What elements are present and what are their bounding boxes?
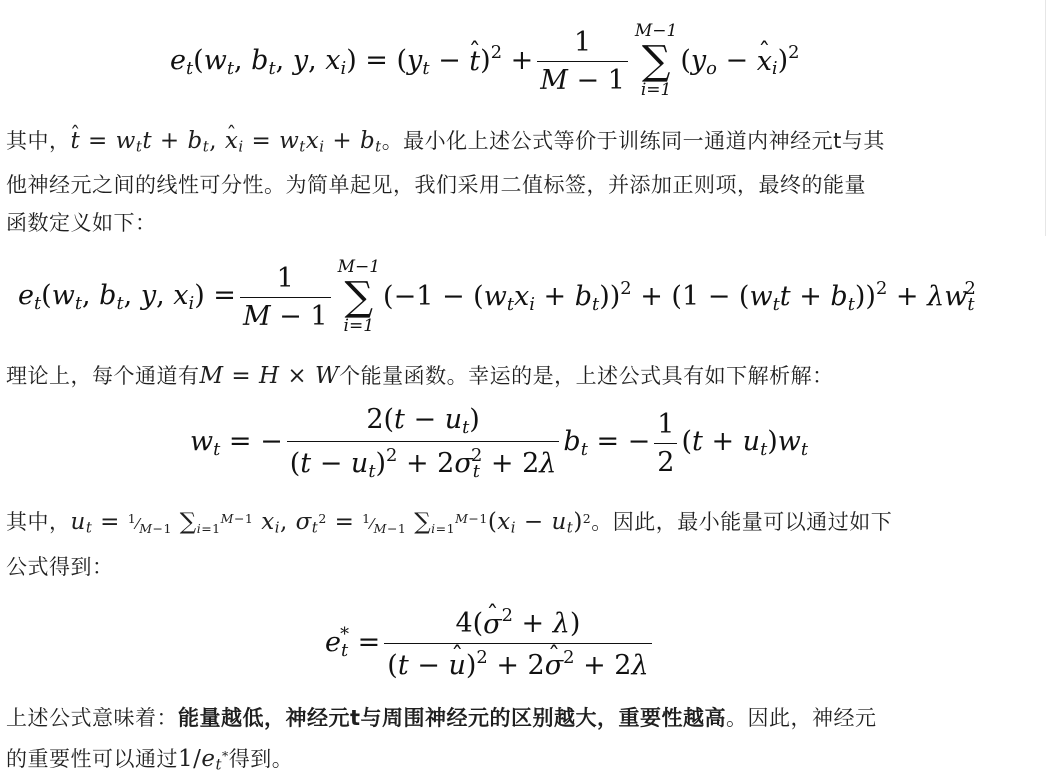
equation-2: $e_t(w_t$, $b_t$, y, $x_i$) = $\frac{1}{M - 1}$ M−1 ∑ i=1 $(-1 - (w_tx_i + b_t))^2 + (1 - (w_tt + b_t))^2 + \lambda w_t^2$: [18, 257, 976, 336]
equation-1: $e_t(w_t$, $b_t$, y, $x_i) = (y_t$ − ˆ t)$^2$ + $\frac{1}{M - 1}$ M−1 ∑ i=1 ($y_o$ − ˆ $x_i)^2$: [170, 16, 800, 106]
emphasis-text: 能量越低，神经元t与周围神经元的区别越大，重要性越高: [178, 706, 727, 730]
paragraph-2: 理论上，每个通道有M = H × W个能量函数。幸运的是，上述公式具有如下解析解：: [6, 363, 834, 389]
equation-4: $e_t^*$ = $\frac{4(ˆ \sigma^2 + \lambda)}{(t - ˆ u)^2 + 2ˆ \sigma^2 + 2\lambda}$: [325, 598, 656, 688]
scrollbar-edge: [1045, 0, 1046, 236]
paragraph-1: 其中，ˆ t = wtt + bt, ˆ xi = wtxi + bt。最小化上述公式等价于训练同一通道内神经元t与其 他神经元之间的线性可分性。为简单起见，我们采用二值标签，并添加正则项，最终的能量 函数定义如下：: [6, 122, 885, 242]
equation-3: $w_t$ = − $\frac{2(t - u_t)}{(t - u_t)^2 + 2\sigma_t^2 + 2\lambda}$ $b_t$ = − $\frac{1}{2}$ $(t + u_t)w_t$: [190, 403, 809, 482]
paragraph-3: 其中，ut = $^1⁄_{M-1}$ $\sum_{i=1}^{M-1}$ xi, $\sigma t^2$ = $^1⁄_{M-1}$ $\sum_{i=1}^{M-1}(xi - ut)^2$。因此，最小能量可以通过如下 公式得到：: [6, 509, 893, 579]
paragraph-4: 上述公式意味着：能量越低，神经元t与周围神经元的区别越大，重要性越高。因此，神经元 的重要性可以通过1/et*得到。: [6, 706, 877, 774]
